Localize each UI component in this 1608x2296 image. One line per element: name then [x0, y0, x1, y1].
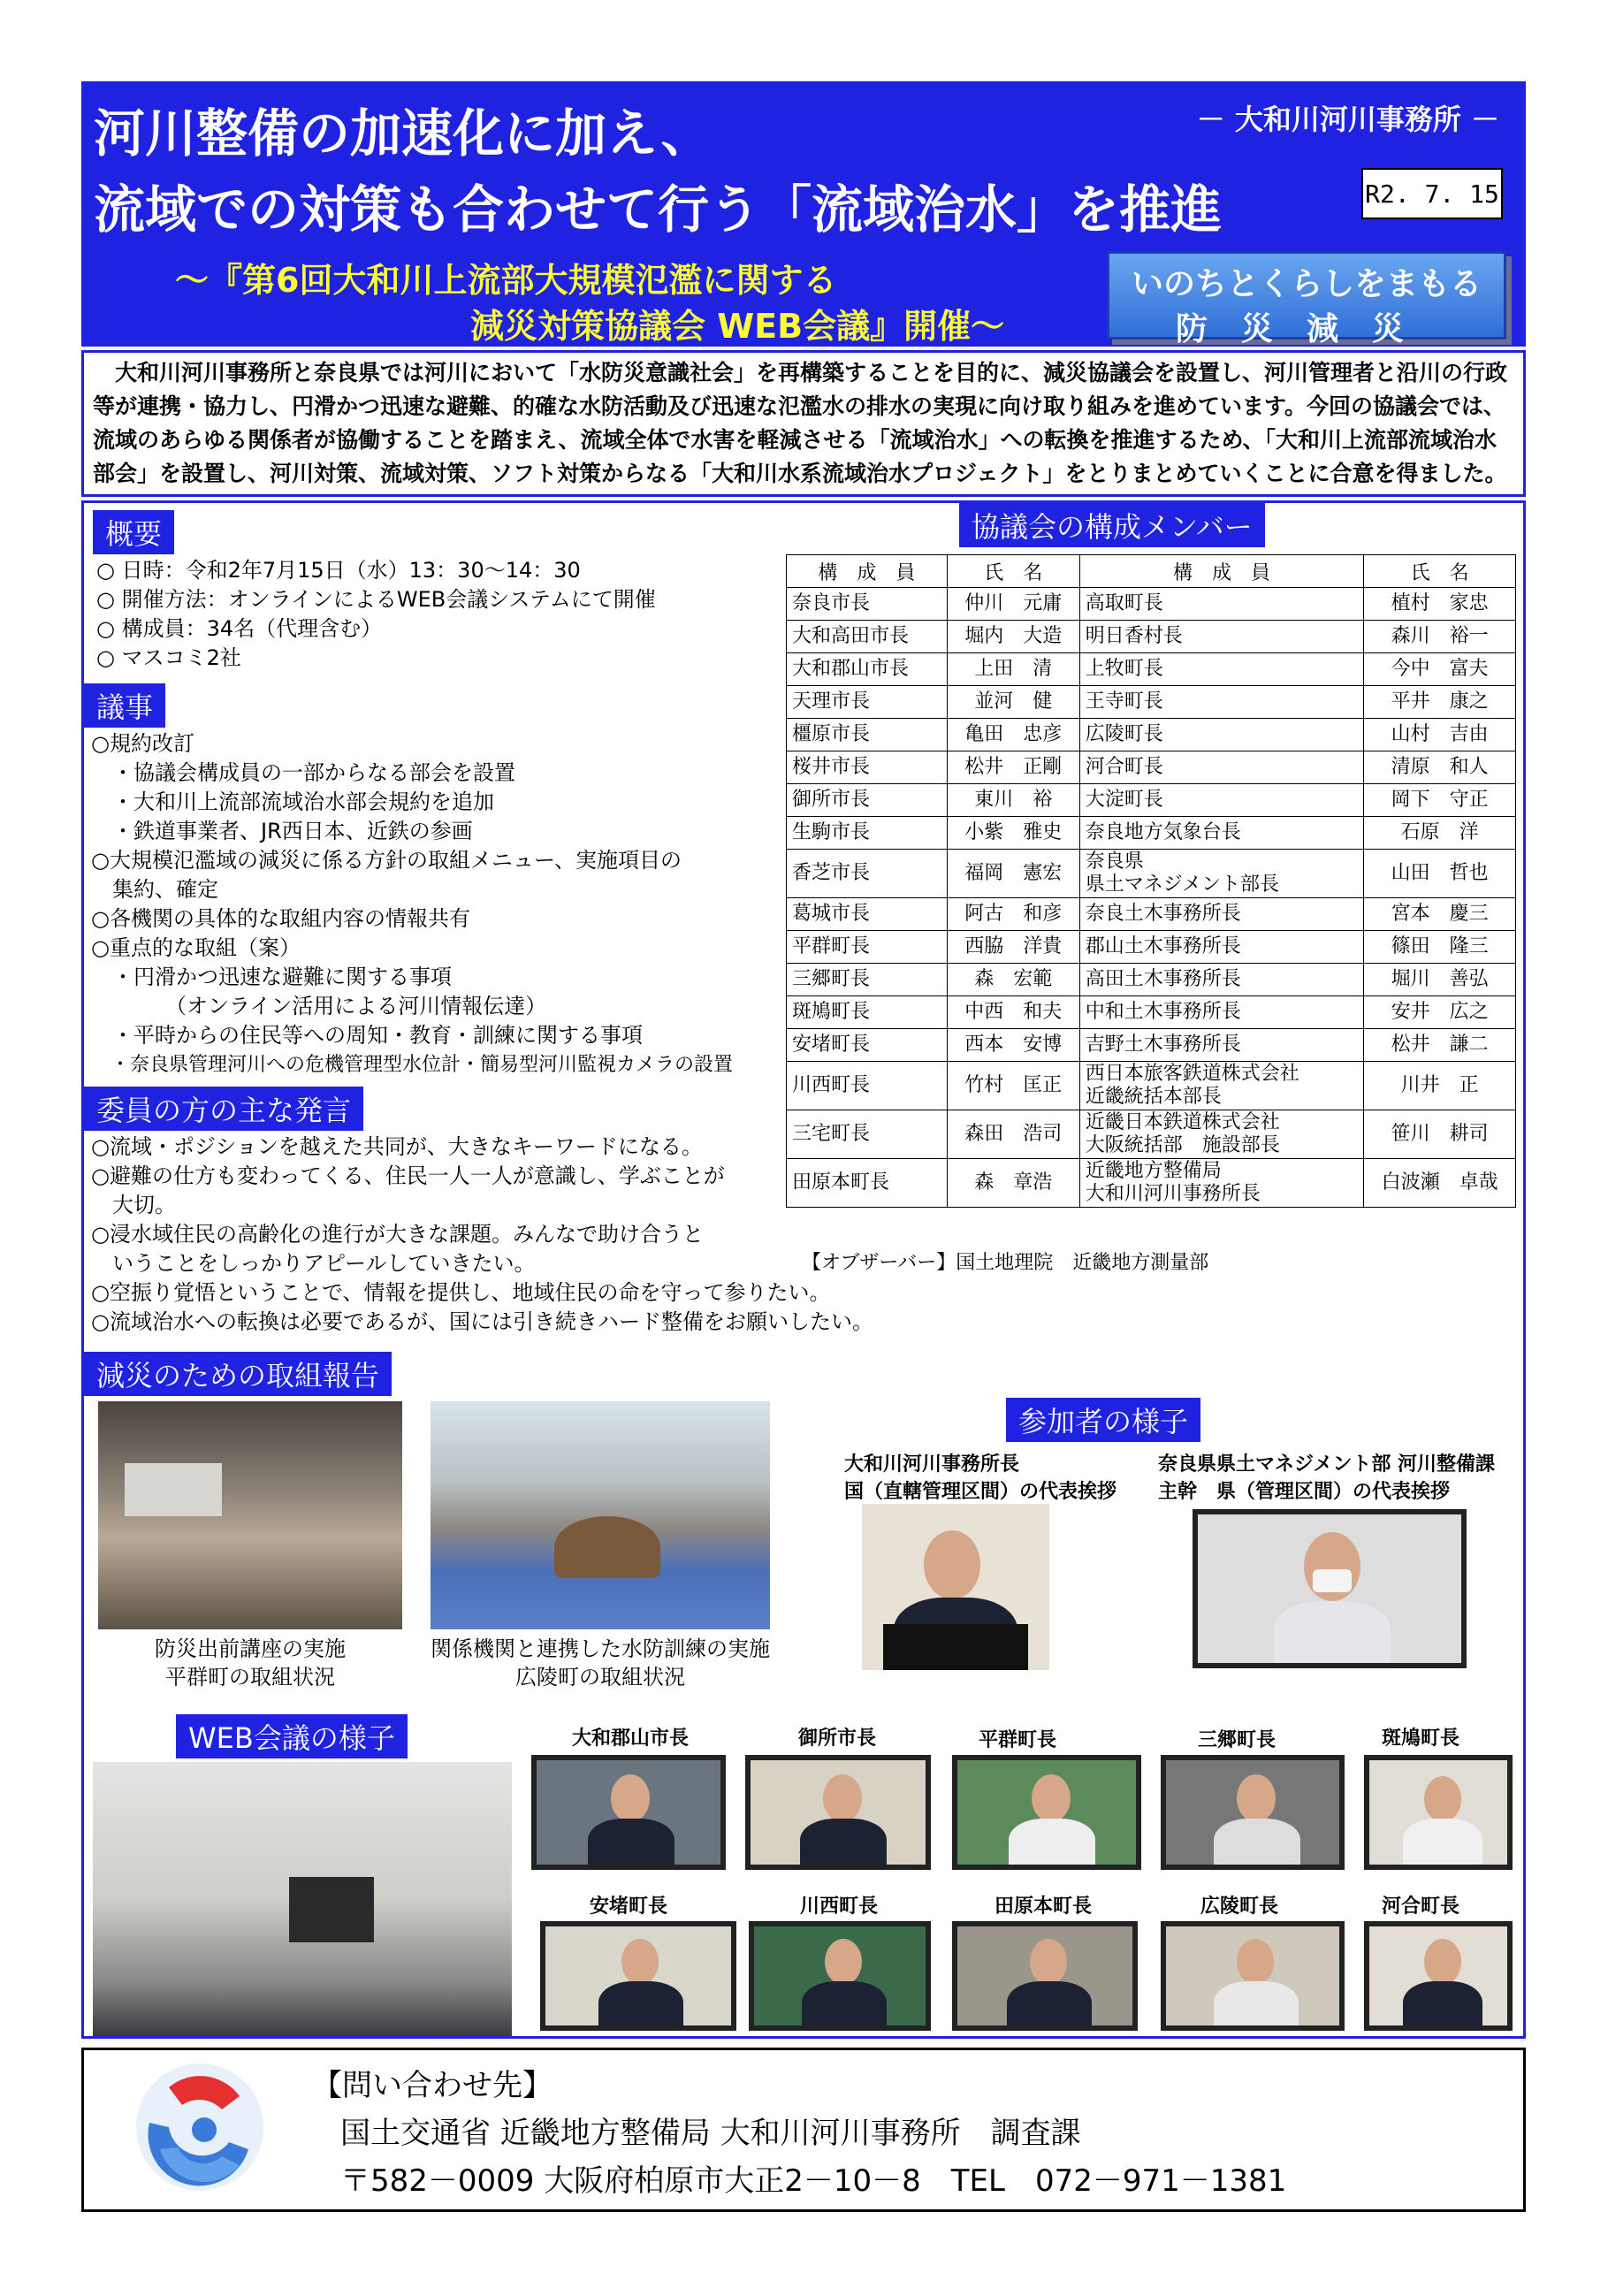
caption-line: 国（直轄管理区間）の代表挨拶 — [844, 1481, 1117, 1503]
member-role-right: 上牧町長 — [1079, 653, 1364, 686]
member-role-left: 安堵町長 — [787, 1029, 948, 1062]
thumb-video — [531, 1755, 726, 1870]
overview-item: ○ 構成員：34名（代理含む） — [96, 616, 383, 641]
contact-label: 【問い合わせ先】 — [312, 2068, 553, 2103]
person-shape — [924, 1530, 980, 1599]
agenda-item: ○各機関の具体的な取組内容の情報共有 — [91, 906, 470, 931]
agenda-heading: 議事 — [84, 683, 165, 728]
agenda-item: ・大和川上流部流域治水部会規約を追加 — [91, 789, 494, 814]
members-table-row — [787, 1029, 1516, 1062]
agenda-list — [91, 729, 733, 1079]
agenda-item: （オンライン活用による河川情報伝達） — [91, 994, 547, 1018]
member-role-left: 大和郡山市長 — [787, 653, 948, 686]
title-line-2: 流域での対策も合わせて行う「流域治水」を推進 — [94, 179, 1223, 240]
member-name-right: 宮本 慶三 — [1364, 898, 1516, 931]
member-name-right: 平井 康之 — [1364, 686, 1516, 719]
thumb-video — [745, 1755, 931, 1870]
agenda-item: ○重点的な取組（案） — [91, 935, 301, 960]
remark-item: ○避難の仕方も変わってくる、住民一人一人が意識し、学ぶことが — [91, 1163, 725, 1188]
member-role-left: 葛城市長 — [787, 898, 948, 931]
date-box: R2. 7. 15 — [1361, 168, 1503, 219]
agenda-item: ・奈良県管理河川への危機管理型水位計・簡易型河川監視カメラの設置 — [91, 1054, 734, 1076]
member-name-right: 清原 和人 — [1364, 751, 1516, 784]
overview-item: ○ マスコミ2社 — [96, 645, 241, 670]
member-role-left: 香芝市長 — [787, 850, 948, 898]
overview-item: ○ 開催方法：オンラインによるWEB会議システムにて開催 — [96, 587, 656, 612]
thumb-label: 安堵町長 — [590, 1896, 668, 1918]
member-role-right: 吉野土木事務所長 — [1079, 1029, 1364, 1062]
person-shape — [621, 1939, 659, 1985]
mask-shape — [1313, 1569, 1352, 1592]
member-role-left: 田原本町長 — [787, 1159, 948, 1208]
thumb-label: 斑鳩町長 — [1382, 1728, 1460, 1750]
person-shape — [1237, 1939, 1274, 1985]
caption-line: 平群町の取組状況 — [165, 1665, 335, 1690]
members-table-row — [787, 850, 1516, 898]
person-shape — [1214, 1819, 1300, 1870]
caption-line: 主幹 県（管理区間）の代表挨拶 — [1158, 1481, 1451, 1503]
remark-item: ○流域・ポジションを越えた共同が、大きなキーワードになる。 — [91, 1134, 703, 1159]
office-name: － 大和川河川事務所 － — [1196, 103, 1499, 136]
member-name-left: 並河 健 — [947, 686, 1079, 719]
members-table-row — [787, 686, 1516, 719]
overview-item: ○ 日時：令和2年7月15日（水）13：30～14：30 — [96, 558, 581, 583]
badge-line-1: いのちとくらしをまもる — [1131, 266, 1482, 302]
member-name-left: 中西 和夫 — [947, 996, 1079, 1029]
member-role-left: 川西町長 — [787, 1062, 948, 1110]
subtitle-line-2: 減災対策協議会 WEB会議』開催～ — [470, 307, 1005, 346]
members-table-row — [787, 931, 1516, 964]
member-name-right: 松井 謙二 — [1364, 1029, 1516, 1062]
member-name-right: 山村 吉由 — [1364, 719, 1516, 751]
member-name-left: 東川 裕 — [947, 784, 1079, 817]
person-shape — [1030, 1939, 1067, 1985]
person-shape — [1237, 1774, 1276, 1822]
members-table-header — [787, 555, 1516, 588]
participants-heading: 参加者の様子 — [1006, 1398, 1200, 1442]
main-content — [81, 500, 1526, 2039]
member-role-left: 天理市長 — [787, 686, 948, 719]
members-table-row — [787, 1159, 1516, 1208]
member-role-right: 中和土木事務所長 — [1079, 996, 1364, 1029]
col-role-right: 構 成 員 — [1079, 555, 1364, 588]
member-role-left: 平群町長 — [787, 931, 948, 964]
member-name-right: 安井 広之 — [1364, 996, 1516, 1029]
member-name-left: 小紫 雅史 — [947, 817, 1079, 850]
sand-pile — [554, 1516, 660, 1578]
person-shape — [611, 1774, 650, 1822]
members-table-row — [787, 784, 1516, 817]
member-name-right: 笹川 耕司 — [1364, 1110, 1516, 1159]
participant-2-photo — [1193, 1509, 1467, 1668]
agenda-item: ・平時からの住民等への周知・教育・訓練に関する事項 — [91, 1023, 643, 1048]
members-table-row — [787, 588, 1516, 621]
photo-flood-drill — [431, 1401, 770, 1629]
members-table-body — [787, 588, 1516, 1208]
thumb-video — [1364, 1755, 1513, 1870]
thumb-video — [952, 1755, 1141, 1870]
observer-note: 【オブザーバー】国土地理院 近畿地方測量部 — [802, 1252, 1209, 1274]
web-meeting-room-photo — [93, 1762, 512, 2036]
members-table-row — [787, 751, 1516, 784]
thumb-label: 田原本町長 — [995, 1896, 1093, 1918]
thumb-label: 平群町長 — [979, 1729, 1057, 1751]
member-name-left: 上田 清 — [947, 653, 1079, 686]
member-role-left: 三宅町長 — [787, 1110, 948, 1159]
thumb-video — [1161, 1921, 1345, 2031]
contact-box — [81, 2048, 1526, 2212]
members-heading: 協議会の構成メンバー — [959, 503, 1265, 547]
agenda-item: ・円滑かつ迅速な避難に関する事項 — [91, 965, 452, 989]
member-name-right: 川井 正 — [1364, 1062, 1516, 1110]
member-name-left: 西本 安博 — [947, 1029, 1079, 1062]
agenda-item: ・鉄道事業者、JR西日本、近鉄の参画 — [91, 819, 473, 843]
thumb-label: 広陵町長 — [1200, 1896, 1279, 1918]
person-shape — [1424, 1776, 1461, 1822]
member-name-left: 堀内 大造 — [947, 621, 1079, 653]
remark-item: ○流域治水への転換は必要であるが、国には引き続きハード整備をお願いしたい。 — [91, 1309, 873, 1334]
thumb-label: 三郷町長 — [1198, 1729, 1276, 1751]
member-name-left: 森 章浩 — [947, 1159, 1079, 1208]
member-role-left: 三郷町長 — [787, 964, 948, 996]
member-role-right: 郡山土木事務所長 — [1079, 931, 1364, 964]
photo-seminar-caption — [98, 1635, 402, 1691]
thumb-label: 大和郡山市長 — [572, 1728, 690, 1750]
member-name-left: 森田 浩司 — [947, 1110, 1079, 1159]
intro-paragraph: 大和川河川事務所と奈良県では河川において「水防災意識社会」を再構築することを目的に、減災協議会を設置し、河川管理者と沿川の行政等が連携・協力し、円滑かつ迅速な避難、的確な水防活動及び迅速な氾濫水の排水の実現に向け取り組みを進めています。今回の協議会では、流域のあらゆる関係者が協働することを踏まえ、流域全体で水害を軽減させる「流域治水」への転換を推進するため、「大和川上流部流域治水部会」を設置し、河川対策、流域対策、ソフト対策からなる「大和川水系流域治水プロジェクト」をとりまとめていくことに合意を得ました。 — [81, 350, 1526, 497]
person-shape — [1032, 1774, 1071, 1822]
badge-line-2: 防災減災 — [1175, 311, 1437, 347]
remarks-heading: 委員の方の主な発言 — [84, 1087, 363, 1131]
agenda-item: ○規約改訂 — [91, 731, 194, 756]
members-table-row — [787, 621, 1516, 653]
member-role-right: 近畿地方整備局 大和川河川事務所長 — [1079, 1159, 1364, 1208]
agenda-item: ・協議会構成員の一部からなる部会を設置 — [91, 760, 515, 785]
laptop-shape — [883, 1624, 1028, 1670]
thumb-video — [749, 1921, 931, 2031]
contact-org: 国土交通省 近畿地方整備局 大和川河川事務所 調査課 — [340, 2116, 1081, 2151]
member-name-left: 竹村 匡正 — [947, 1062, 1079, 1110]
member-name-left: 阿古 和彦 — [947, 898, 1079, 931]
disaster-prevention-badge — [1107, 251, 1506, 347]
screen-shape — [125, 1463, 222, 1516]
member-role-left: 御所市長 — [787, 784, 948, 817]
member-role-left: 橿原市長 — [787, 719, 948, 751]
person-shape — [598, 1981, 683, 2031]
agenda-item: ○大規模氾濫域の減災に係る方針の取組メニュー、実施項目の — [91, 848, 682, 873]
member-name-left: 福岡 憲宏 — [947, 850, 1079, 898]
members-table-row — [787, 898, 1516, 931]
activities-heading: 減災のための取組報告 — [84, 1352, 392, 1396]
member-role-right: 大淀町長 — [1079, 784, 1364, 817]
member-name-right: 今中 富夫 — [1364, 653, 1516, 686]
col-name-right: 氏 名 — [1364, 555, 1516, 588]
thumb-label: 河合町長 — [1382, 1896, 1460, 1918]
members-table — [786, 554, 1516, 1208]
caption-line: 奈良県県土マネジメント部 河川整備課 — [1158, 1453, 1496, 1476]
title-line-1: 河川整備の加速化に加え、 — [94, 103, 713, 164]
member-name-right: 森川 裕一 — [1364, 621, 1516, 653]
participant-2-caption — [1158, 1449, 1495, 1504]
person-shape — [1009, 1819, 1095, 1870]
member-role-right: 西日本旅客鉄道株式会社 近畿統括本部長 — [1079, 1062, 1364, 1110]
person-shape — [1403, 1819, 1482, 1870]
member-role-left: 斑鳩町長 — [787, 996, 948, 1029]
member-name-right: 石原 洋 — [1364, 817, 1516, 850]
member-role-right: 奈良土木事務所長 — [1079, 898, 1364, 931]
member-role-right: 高田土木事務所長 — [1079, 964, 1364, 996]
member-name-right: 山田 哲也 — [1364, 850, 1516, 898]
caption-line: 広陵町の取組状況 — [515, 1665, 685, 1690]
person-shape — [588, 1819, 674, 1870]
thumb-label: 御所市長 — [798, 1728, 877, 1750]
header-banner — [81, 81, 1526, 347]
thumb-label: 川西町長 — [800, 1896, 879, 1918]
members-table-row — [787, 653, 1516, 686]
member-name-left: 仲川 元庸 — [947, 588, 1079, 621]
caption-line: 防災出前講座の実施 — [155, 1636, 346, 1661]
member-role-right: 奈良地方気象台長 — [1079, 817, 1364, 850]
remark-item: ○浸水域住民の高齢化の進行が大きな課題。みんなで助け合うと — [91, 1222, 704, 1247]
member-role-right: 王寺町長 — [1079, 686, 1364, 719]
person-shape — [1214, 1981, 1299, 2031]
remark-item: いうことをしっかりアピールしていきたい。 — [91, 1251, 536, 1276]
person-shape — [823, 1774, 862, 1822]
member-name-right: 岡下 守正 — [1364, 784, 1516, 817]
col-role-left: 構 成 員 — [787, 555, 948, 588]
remark-item: 大切。 — [91, 1193, 176, 1217]
photo-flood-drill-caption — [404, 1635, 796, 1691]
photo-seminar — [98, 1401, 402, 1629]
monitor-shape — [289, 1877, 374, 1942]
remarks-list — [91, 1133, 873, 1337]
member-role-right: 明日香村長 — [1079, 621, 1364, 653]
contact-address: 〒582－0009 大阪府柏原市大正2－10－8 TEL 072－971－1381 — [340, 2163, 1287, 2199]
members-table-row — [787, 719, 1516, 751]
members-table-row — [787, 996, 1516, 1029]
members-table-row — [787, 964, 1516, 996]
member-role-right: 河合町長 — [1079, 751, 1364, 784]
thumb-video — [952, 1921, 1138, 2031]
member-name-left: 西脇 洋貴 — [947, 931, 1079, 964]
overview-heading: 概要 — [93, 510, 174, 554]
member-role-left: 大和高田市長 — [787, 621, 948, 653]
member-name-right: 植村 家忠 — [1364, 588, 1516, 621]
member-role-left: 桜井市長 — [787, 751, 948, 784]
person-shape — [1007, 1981, 1092, 2031]
web-heading: WEB会議の様子 — [176, 1714, 408, 1758]
member-role-right: 奈良県 県土マネジメント部長 — [1079, 850, 1364, 898]
person-shape — [1424, 1939, 1461, 1985]
remark-item: ○空振り覚悟ということで、情報を提供し、地域住民の命を守って参りたい。 — [91, 1280, 831, 1305]
members-table-row — [787, 1062, 1516, 1110]
member-role-right: 高取町長 — [1079, 588, 1364, 621]
person-shape — [825, 1939, 862, 1985]
overview-list — [96, 556, 656, 673]
col-name-left: 氏 名 — [947, 555, 1079, 588]
agenda-item: 集約、確定 — [91, 877, 218, 902]
member-name-left: 松井 正剛 — [947, 751, 1079, 784]
person-shape — [1403, 1981, 1482, 2031]
thumb-video — [1364, 1921, 1513, 2031]
caption-line: 大和川河川事務所長 — [844, 1453, 1020, 1476]
member-name-right: 堀川 善弘 — [1364, 964, 1516, 996]
participant-1-photo — [862, 1504, 1049, 1670]
member-name-right: 白波瀬 卓哉 — [1364, 1159, 1516, 1208]
member-role-left: 奈良市長 — [787, 588, 948, 621]
member-role-left: 生駒市長 — [787, 817, 948, 850]
participant-1-caption — [844, 1449, 1116, 1504]
members-table-row — [787, 817, 1516, 850]
member-role-right: 広陵町長 — [1079, 719, 1364, 751]
mlit-logo-icon — [133, 2061, 266, 2193]
person-shape — [802, 1981, 887, 2031]
member-name-right: 篠田 隆三 — [1364, 931, 1516, 964]
person-shape — [800, 1819, 887, 1870]
member-role-right: 近畿日本鉄道株式会社 大阪統括部 施設部長 — [1079, 1110, 1364, 1159]
caption-line: 関係機関と連携した水防訓練の実施 — [431, 1636, 770, 1661]
thumb-video — [540, 1921, 736, 2031]
member-name-left: 森 宏範 — [947, 964, 1079, 996]
person-shape — [1274, 1601, 1391, 1668]
members-table-row — [787, 1110, 1516, 1159]
thumb-video — [1161, 1755, 1345, 1870]
member-name-left: 亀田 忠彦 — [947, 719, 1079, 751]
subtitle-line-1: ～『第6回大和川上流部大規模氾濫に関する — [175, 261, 837, 300]
